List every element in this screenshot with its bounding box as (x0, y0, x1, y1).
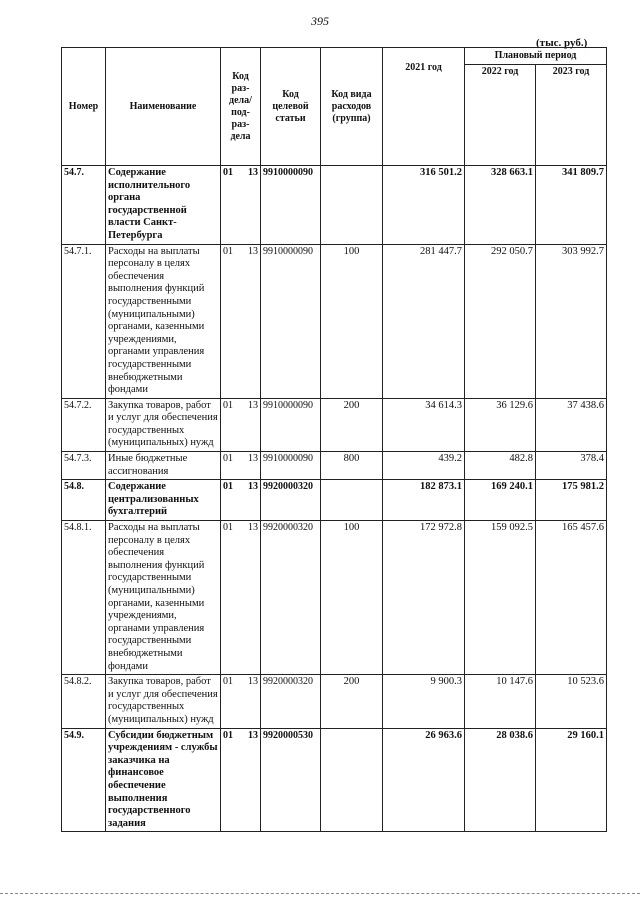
table-row (62, 675, 607, 728)
row-number: 54.7.3. (62, 452, 106, 480)
row-subsection: 13 (248, 676, 258, 688)
row-target-code: 9910000090 (261, 244, 321, 398)
row-amount-2022: 10 147.6 (465, 675, 536, 728)
row-number: 54.7. (62, 166, 106, 245)
row-number: 54.9. (62, 728, 106, 832)
row-name: Расходы на выплаты персоналу в целях обеспечения выполнения функций государственными (муниципальными) органами, казенными учреждениями, органами управления государственными внебюджетными фондами (106, 244, 221, 398)
row-number: 54.7.1. (62, 244, 106, 398)
row-section-code (221, 675, 261, 728)
row-amount-2021: 9 900.3 (383, 675, 465, 728)
row-amount-2022: 328 663.1 (465, 166, 536, 245)
row-subsection: 13 (248, 399, 258, 411)
row-amount-2023: 165 457.6 (536, 521, 607, 675)
table-row (62, 452, 607, 480)
row-name: Иные бюджетные ассигнования (106, 452, 221, 480)
row-name: Содержание исполнительного органа государственной власти Санкт-Петербурга (106, 166, 221, 245)
table-row (62, 166, 607, 245)
row-section-code (221, 166, 261, 245)
row-subsection: 13 (248, 453, 258, 465)
row-section-code (221, 398, 261, 451)
row-amount-2023: 175 981.2 (536, 480, 607, 521)
row-amount-2022: 36 129.6 (465, 398, 536, 451)
row-name: Расходы на выплаты персоналу в целях обеспечения выполнения функций государственными (муниципальными) органами, казенными учреждениями, органами управления государственными внебюджетными фондами (106, 521, 221, 675)
row-expense-type: 200 (321, 398, 383, 451)
units-label: (тыс. руб.) (536, 37, 588, 49)
row-name: Закупка товаров, работ и услуг для обеспечения государственных (муниципальных) нужд (106, 398, 221, 451)
row-target-code: 9920000530 (261, 728, 321, 832)
budget-table (61, 47, 607, 832)
header-section-code: Код раз- дела/ под- раз- дела (221, 48, 261, 166)
row-section-code (221, 480, 261, 521)
row-section: 01 (223, 676, 233, 688)
row-section-code (221, 728, 261, 832)
row-amount-2022: 292 050.7 (465, 244, 536, 398)
row-name: Субсидии бюджетным учреждениям - службы заказчика на финансовое обеспечение выполнения государственного задания (106, 728, 221, 832)
header-number: Номер (62, 48, 106, 166)
row-subsection: 13 (248, 522, 258, 534)
row-section: 01 (223, 729, 233, 741)
footer-divider (0, 893, 640, 894)
table-row (62, 244, 607, 398)
row-name: Содержание централизованных бухгалтерий (106, 480, 221, 521)
row-target-code: 9920000320 (261, 480, 321, 521)
row-subsection: 13 (248, 245, 258, 257)
row-amount-2021: 34 614.3 (383, 398, 465, 451)
row-amount-2022: 169 240.1 (465, 480, 536, 521)
row-section: 01 (223, 453, 233, 465)
row-target-code: 9920000320 (261, 521, 321, 675)
row-subsection: 13 (248, 167, 258, 178)
row-number: 54.7.2. (62, 398, 106, 451)
row-section: 01 (223, 481, 233, 493)
row-expense-type (321, 728, 383, 832)
table-body (62, 166, 607, 832)
header-expense-type-code: Код вида расходов (группа) (321, 48, 383, 166)
row-amount-2022: 482.8 (465, 452, 536, 480)
row-section-code (221, 452, 261, 480)
row-number: 54.8.2. (62, 675, 106, 728)
row-amount-2023: 303 992.7 (536, 244, 607, 398)
row-amount-2023: 29 160.1 (536, 728, 607, 832)
row-section-code (221, 521, 261, 675)
row-amount-2023: 37 438.6 (536, 398, 607, 451)
header-plan-period: Плановый период (465, 48, 607, 65)
table-row (62, 521, 607, 675)
row-amount-2023: 341 809.7 (536, 166, 607, 245)
header-target-code: Код целевой статьи (261, 48, 321, 166)
row-expense-type: 200 (321, 675, 383, 728)
row-section: 01 (223, 399, 233, 411)
table-row (62, 398, 607, 451)
row-target-code: 9910000090 (261, 398, 321, 451)
row-expense-type (321, 480, 383, 521)
header-year-2021: 2021 год (383, 48, 465, 166)
row-section: 01 (223, 167, 233, 178)
row-target-code: 9920000320 (261, 675, 321, 728)
row-section: 01 (223, 522, 233, 534)
header-name: Наименование (106, 48, 221, 166)
header-year-2023: 2023 год (536, 65, 607, 166)
row-amount-2023: 378.4 (536, 452, 607, 480)
table-row (62, 480, 607, 521)
row-target-code: 9910000090 (261, 452, 321, 480)
row-amount-2021: 316 501.2 (383, 166, 465, 245)
row-expense-type: 100 (321, 521, 383, 675)
row-amount-2021: 26 963.6 (383, 728, 465, 832)
row-amount-2021: 281 447.7 (383, 244, 465, 398)
row-expense-type: 800 (321, 452, 383, 480)
row-section-code (221, 244, 261, 398)
header-year-2022: 2022 год (465, 65, 536, 166)
row-number: 54.8.1. (62, 521, 106, 675)
row-amount-2022: 28 038.6 (465, 728, 536, 832)
row-subsection: 13 (248, 481, 258, 493)
row-expense-type: 100 (321, 244, 383, 398)
row-amount-2021: 172 972.8 (383, 521, 465, 675)
row-target-code: 9910000090 (261, 166, 321, 245)
header-row (62, 48, 607, 65)
row-subsection: 13 (248, 729, 258, 741)
row-amount-2023: 10 523.6 (536, 675, 607, 728)
row-name: Закупка товаров, работ и услуг для обеспечения государственных (муниципальных) нужд (106, 675, 221, 728)
row-number: 54.8. (62, 480, 106, 521)
row-amount-2021: 439.2 (383, 452, 465, 480)
row-expense-type (321, 166, 383, 245)
page-number: 395 (311, 14, 329, 28)
row-section: 01 (223, 245, 233, 257)
row-amount-2022: 159 092.5 (465, 521, 536, 675)
table-row (62, 728, 607, 832)
row-amount-2021: 182 873.1 (383, 480, 465, 521)
